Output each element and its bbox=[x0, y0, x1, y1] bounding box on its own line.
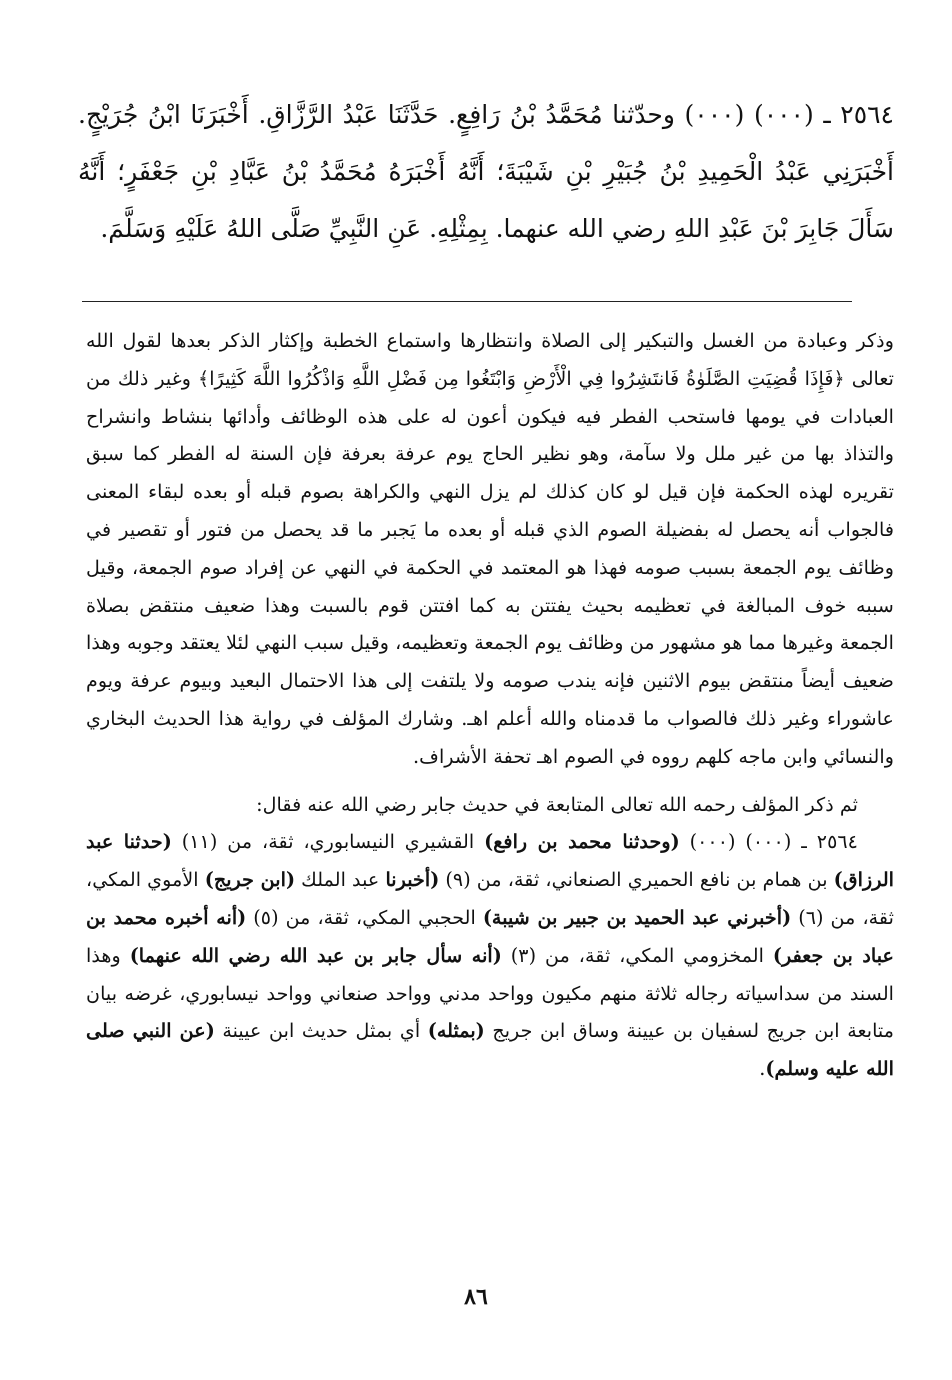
footnote-divider bbox=[82, 301, 852, 302]
narrator-jabir: (أنه سأل جابر بن عبد الله رضي الله عنهما) bbox=[129, 943, 502, 967]
narrator-note: عبد الملك bbox=[295, 868, 386, 892]
page-number: ٨٦ bbox=[464, 1284, 488, 1310]
narrator-note: المخزومي المكي، ثقة، من (٣) bbox=[501, 943, 773, 967]
narrator-note: الحجبي المكي، ثقة، من (٥) bbox=[246, 905, 483, 929]
commentary-section bbox=[86, 322, 894, 1088]
prophet-attribution: (عن النبي صلى الله عليه وسلم) bbox=[86, 1019, 894, 1081]
mutabaah-intro: ثم ذكر المؤلف رحمه الله تعالى المتابعة في حديث جابر رضي الله عنه فقال: bbox=[256, 792, 858, 816]
narrator-muhammad-ibn-abbad: (أنه أخبره محمد بن عباد بن جعفر) bbox=[86, 905, 894, 967]
narrator-note: الأموي المكي، ثقة، من (٦) bbox=[86, 868, 894, 929]
narrator-abd-al-razzaq: (حدثنا عبد الرزاق) bbox=[86, 830, 894, 892]
narrator-ibn-jurayj: (ابن جريج) bbox=[204, 868, 296, 892]
isnad-note: وهذا السند من سداسياته رجاله ثلاثة منهم مكيون وواحد مدني وواحد صنعاني وواحد نيسابوري، غرضه بيان متابعة ابن جريج لسفيان بن عيينة وساق ابن جريج bbox=[86, 943, 894, 1043]
commentary-paragraph: وذكر وعبادة من الغسل والتبكير إلى الصلاة وانتظارها واستماع الخطبة وإكثار الذكر بعدها لقول الله تعالى ﴿فَإِذَا قُضِيَتِ الصَّلَوٰةُ فَانتَشِرُوا فِي الْأَرْضِ وَابْتَغُوا مِن فَضْلِ اللَّهِ وَاذْكُرُوا اللَّهَ كَثِيرًا﴾ وغير ذلك من العبادات في يومها فاستحب الفطر فيه فيكون أعون له على هذه الوظائف وأدائها بنشاط وانشراح والتذاذ بها من غير ملل ولا سآمة، وهو نظير الحاج يوم عرفة بعرفة فإن السنة له الفطر كما سبق تقريره لهذه الحكمة فإن قيل لو كان كذلك لم يزل النهي والكراهة بصوم قبله أو بعده لبقاء المعنى فالجواب أنه يحصل له بفضيلة الصوم الذي قبله أو بعده ما يَجبر ما قد يحصل من فتور أو تقصير في وظائف يوم الجمعة بسبب صومه فهذا هو المعتمد في الحكمة في النهي عن إفراد صوم الجمعة، وقيل سببه خوف المبالغة في تعظيمه بحيث يفتتن به كما افتتن قوم بالسبت وهذا ضعيف منتقض بصلاة الجمعة وغيرها مما هو مشهور من وظائف يوم الجمعة وتعظيمه، وقيل سبب النهي لئلا يعتقد وجوبه وهذا ضعيف أيضاً منتقض بيوم الاثنين فإنه يندب صومه ولا يلتفت إلى هذا الاحتمال البعيد وبيوم عرفة ويوم عاشوراء وغير ذلك فالصواب ما قدمناه والله أعلم اهـ. وشارك المؤلف في رواية هذا الحديث البخاري والنسائي وابن ماجه كلهم رووه في الصوم اهـ تحفة الأشراف. bbox=[86, 329, 894, 768]
narrator-akhbarana: (أخبرنا bbox=[385, 868, 440, 892]
narrator-note: القشيري النيسابوري، ثقة، من (١١) bbox=[171, 830, 485, 854]
narrator-note: بن همام بن نافع الحميري الصنعاني، ثقة، من (٩) bbox=[439, 868, 834, 892]
isnad-note: أي بمثل حديث ابن عيينة bbox=[214, 1019, 428, 1043]
isnad-explanation bbox=[86, 823, 894, 1088]
hadith-matn: ٢٥٦٤ ـ (٠٠٠) (٠٠٠) وحدّثنا مُحَمَّدُ بْنُ رَافِعٍ. حَدَّثَنَا عَبْدُ الرَّزَّاقِ. أَخْبَرَنَا ابْنُ جُرَيْجٍ. أَخْبَرَنِي عَبْدُ الْحَمِيدِ بْنُ جُبَيْرِ بْنِ شَيْبَةَ؛ أَنَّهُ أَخْبَرَهُ مُحَمَّدُ بْنُ عَبَّادِ بْنِ جَعْفَرٍ؛ أَنَّهُ سَأَلَ جَابِرَ بْنَ عَبْدِ اللهِ رضي الله عنهما. بِمِثْلِهِ. عَنِ النَّبِيِّ صَلَّى اللهُ عَلَيْهِ وَسَلَّمَ. bbox=[78, 100, 894, 243]
narrator-muhammad-ibn-rafi: (وحدثنا محمد بن رافع) bbox=[484, 830, 680, 854]
bi-mithlihi: (بمثله) bbox=[427, 1019, 485, 1043]
hadith-number: ٢٥٦٤ ـ (٠٠٠) (٠٠٠) bbox=[679, 830, 858, 854]
narrator-abd-al-hamid: (أخبرني عبد الحميد بن جبير بن شيبة) bbox=[482, 905, 792, 929]
closing-period: . bbox=[759, 1057, 766, 1081]
